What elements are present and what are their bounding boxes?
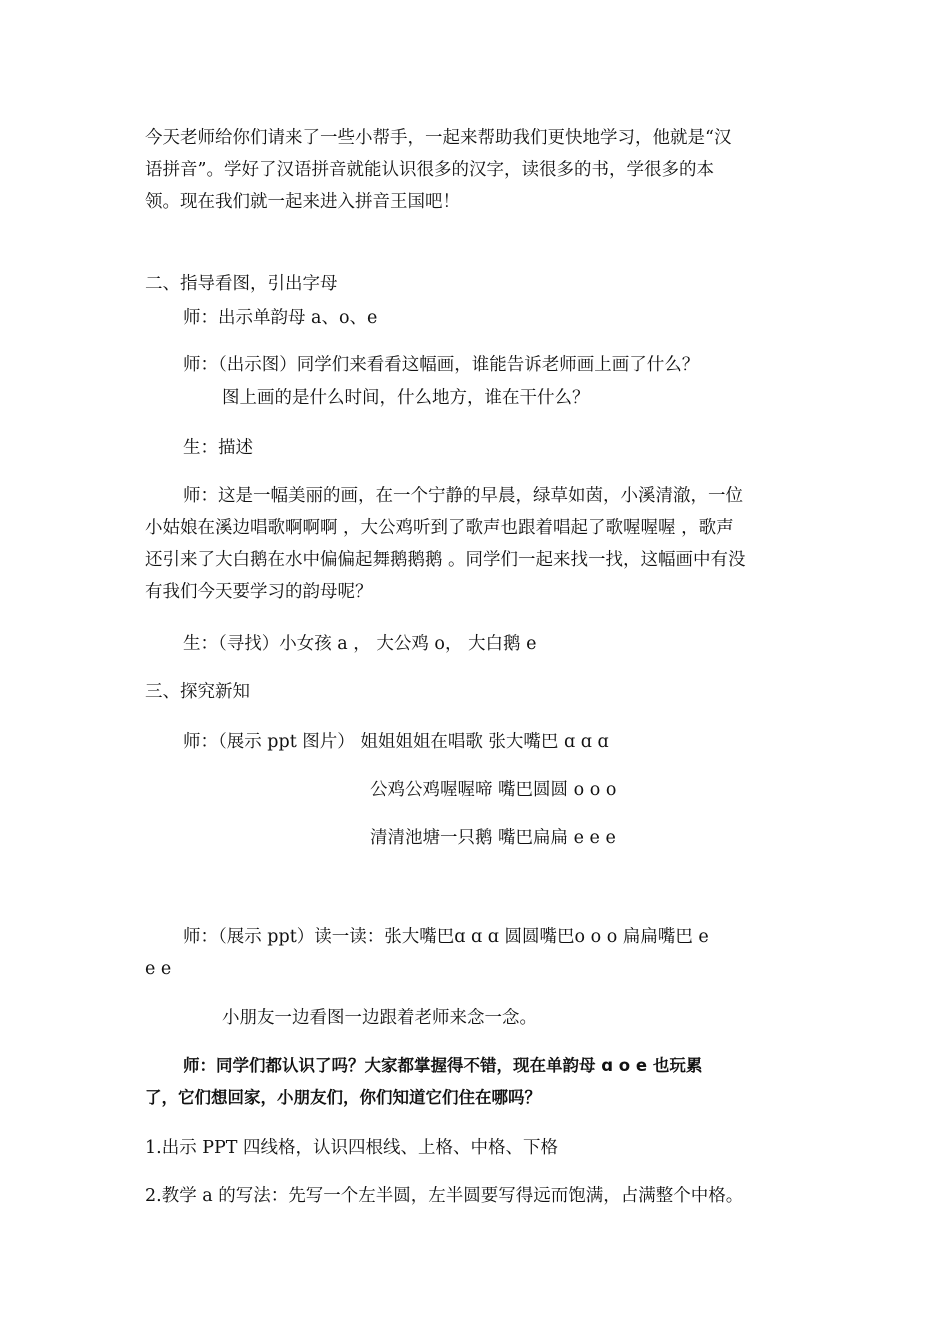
bold-line-1: 师：同学们都认识了吗？大家都掌握得不错，现在单韵母 ɑ o e 也玩累 [183,1056,703,1075]
intro-line-3: 领。现在我们就一起来进入拼音王国吧！ [145,192,460,212]
teacher-line-3d: 有我们今天要学习的韵母呢？ [145,582,373,602]
ppt-read-line-1: 师：（展示 ppt）读一读：张大嘴巴ɑ ɑ ɑ 圆圆嘴巴o o o 扁扁嘴巴 e [183,927,709,947]
ppt-line-2: 公鸡公鸡喔喔啼 嘴巴圆圆 o o o [370,780,617,800]
teacher-line-3b: 小姑娘在溪边唱歌啊啊啊 ，大公鸡听到了歌声也跟着唱起了歌喔喔喔 ，歌声 [145,518,734,538]
list-item-2: 2.教学 a 的写法：先写一个左半圆，左半圆要写得远而饱满，占满整个中格。 [145,1186,744,1206]
student-line-2: 生：（寻找）小女孩 a ， 大公鸡 o， 大白鹅 e [183,634,537,654]
intro-line-1: 今天老师给你们请来了一些小帮手，一起来帮助我们更快地学习，他就是“汉 [145,128,732,148]
teacher-line-1: 师：出示单韵母 a、o、e [183,308,378,328]
teacher-line-2a: 师：（出示图）同学们来看看这幅画，谁能告诉老师画上画了什么？ [183,355,700,375]
section-2-heading: 二、指导看图，引出字母 [145,274,338,294]
teacher-line-2b: 图上画的是什么时间，什么地方，谁在干什么？ [222,388,590,408]
ppt-read-line-2: e e [145,959,172,979]
list-item-1: 1.出示 PPT 四线格，认识四根线、上格、中格、下格 [145,1138,559,1158]
bold-line-2: 了，它们想回家，小朋友们，你们知道它们住在哪吗？ [145,1088,541,1107]
intro-line-2: 语拼音”。学好了汉语拼音就能认识很多的汉字，读很多的书，学很多的本 [145,160,714,180]
section-3-heading: 三、探究新知 [145,682,250,702]
teacher-line-3a: 师：这是一幅美丽的画，在一个宁静的早晨，绿草如茵，小溪清澈，一位 [183,486,743,506]
ppt-line-1: 师：（展示 ppt 图片） 姐姐姐姐在唱歌 张大嘴巴 ɑ ɑ ɑ [183,732,609,752]
student-line-1: 生：描述 [183,438,253,458]
follow-line: 小朋友一边看图一边跟着老师来念一念。 [222,1008,537,1028]
ppt-line-3: 清清池塘一只鹅 嘴巴扁扁 e e e [370,828,616,848]
teacher-line-3c: 还引来了大白鹅在水中偏偏起舞鹅鹅鹅 。同学们一起来找一找，这幅画中有没 [145,550,746,570]
